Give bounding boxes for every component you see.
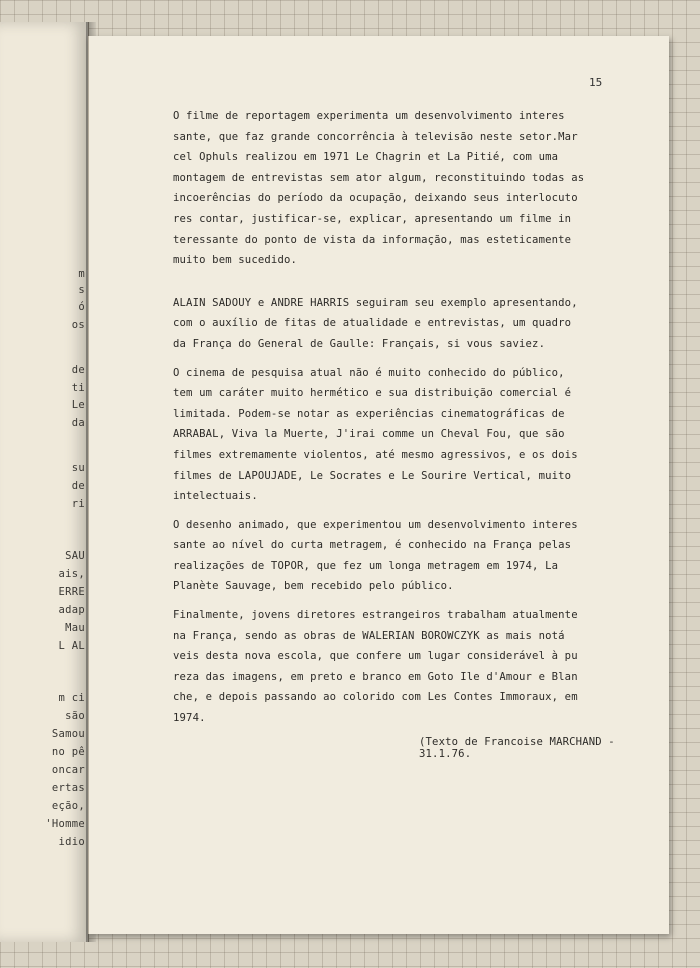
text-line: cel Ophuls realizou em 1971 Le Chagrin et La Pitié, com uma (173, 151, 559, 164)
text-line: res contar, justificar-se, explicar, apresentando um filme in (173, 212, 572, 225)
left-fragment: ti (71, 382, 85, 394)
text-line: sante, que faz grande concorrência à televisão neste setor.Mar (173, 130, 578, 143)
text-line: ALAIN SADOUY e ANDRE HARRIS seguiram seu exemplo apresentando, (173, 296, 578, 309)
left-fragment: adap (58, 604, 85, 616)
left-fragment: m (78, 268, 85, 280)
left-fragment: s (78, 284, 85, 296)
text-line: com o auxílio de fitas de atualidade e entrevistas, um quadro (173, 317, 572, 330)
text-line: veis desta nova escola, que confere um lugar considerável à pu (173, 650, 578, 663)
text-line: da França do General de Gaulle: Français, si vous saviez. (173, 337, 546, 350)
author-signature-line: (Texto de Francoise MARCHAND - 31.1.76. (419, 736, 615, 760)
left-fragment: Le (71, 399, 85, 411)
text-line: ARRABAL, Viva la Muerte, J'irai comme un Cheval Fou, que são (173, 428, 565, 441)
text-line: O filme de reportagem experimenta um desenvolvimento interes (173, 110, 565, 122)
left-fragment: ertas (51, 782, 85, 794)
left-fragment: são (65, 710, 85, 722)
text-line: na França, sendo as obras de WALERIAN BOROWCZYK as mais notá (173, 629, 565, 642)
left-facing-page (0, 22, 89, 942)
left-fragment: ais, (58, 568, 85, 580)
text-line: montagem de entrevistas sem ator algum, reconstituindo todas as (173, 171, 585, 184)
left-fragment: Mau (65, 622, 85, 634)
left-fragment: de (71, 364, 85, 376)
text-line: limitada. Podem-se notar as experiências cinematográficas de (173, 407, 565, 420)
text-line: O cinema de pesquisa atual não é muito conhecido do público, (173, 366, 565, 379)
text-line: Finalmente, jovens diretores estrangeiros trabalham atualmente (173, 609, 578, 622)
left-fragment: no pê (51, 746, 85, 758)
left-fragment: m ci (58, 692, 85, 704)
text-line: realizações de TOPOR, que fez um longa metragem em 1974, La (173, 559, 559, 572)
page-number: 15 (589, 76, 603, 89)
left-fragment: oncar (51, 764, 85, 776)
text-line: O desenho animado, que experimentou um desenvolvimento interes (173, 518, 578, 531)
left-fragment: da (71, 417, 85, 429)
left-fragment: eção, (51, 800, 85, 812)
text-line: sante ao nível do curta metragem, é conhecido na França pelas (173, 539, 572, 552)
left-fragment: SAU (65, 550, 85, 562)
page-body (173, 106, 603, 729)
left-fragment: ERRE (58, 586, 85, 598)
left-fragment: os (71, 319, 85, 331)
left-fragment: de (71, 480, 85, 492)
paragraph-sadouy-harris (173, 293, 603, 355)
text-line: 1974. (173, 712, 206, 725)
text-line: reza das imagens, em preto e branco em Goto Ile d'Amour e Blan (173, 670, 578, 683)
left-fragment: ri (71, 498, 85, 510)
text-line: intelectuais. (173, 490, 258, 503)
left-fragment: idio (58, 836, 85, 848)
text-line: che, e depois passando ao colorido com Les Contes Immoraux, em (173, 691, 578, 704)
typewritten-page (88, 36, 669, 934)
text-line: Planète Sauvage, bem recebido pelo público. (173, 580, 454, 593)
text-line: incoerências do período da ocupação, deixando seus interlocuto (173, 192, 578, 205)
text-line: muito bem sucedido. (173, 254, 298, 267)
left-fragment: su (71, 462, 85, 474)
left-fragment: ó (78, 301, 85, 313)
text-line: filmes extremamente violentos, até mesmo agressivos, e os dois (173, 448, 578, 461)
text-line: teressante do ponto de vista da informação, mas esteticamente (173, 233, 572, 246)
left-fragment: Samou (51, 728, 85, 740)
left-fragment: 'Homme (45, 818, 85, 830)
paragraph-cinema-pesquisa (173, 363, 603, 507)
text-line: tem um caráter muito hermético e sua distribuição comercial é (173, 387, 572, 400)
paragraph-desenho-animado (173, 515, 603, 597)
text-line: filmes de LAPOUJADE, Le Socrates e Le Sourire Vertical, muito (173, 469, 572, 482)
left-fragment: L AL (58, 640, 85, 652)
paragraph-diretores-estrangeiros (173, 605, 603, 729)
paragraph-reportage (173, 106, 603, 271)
